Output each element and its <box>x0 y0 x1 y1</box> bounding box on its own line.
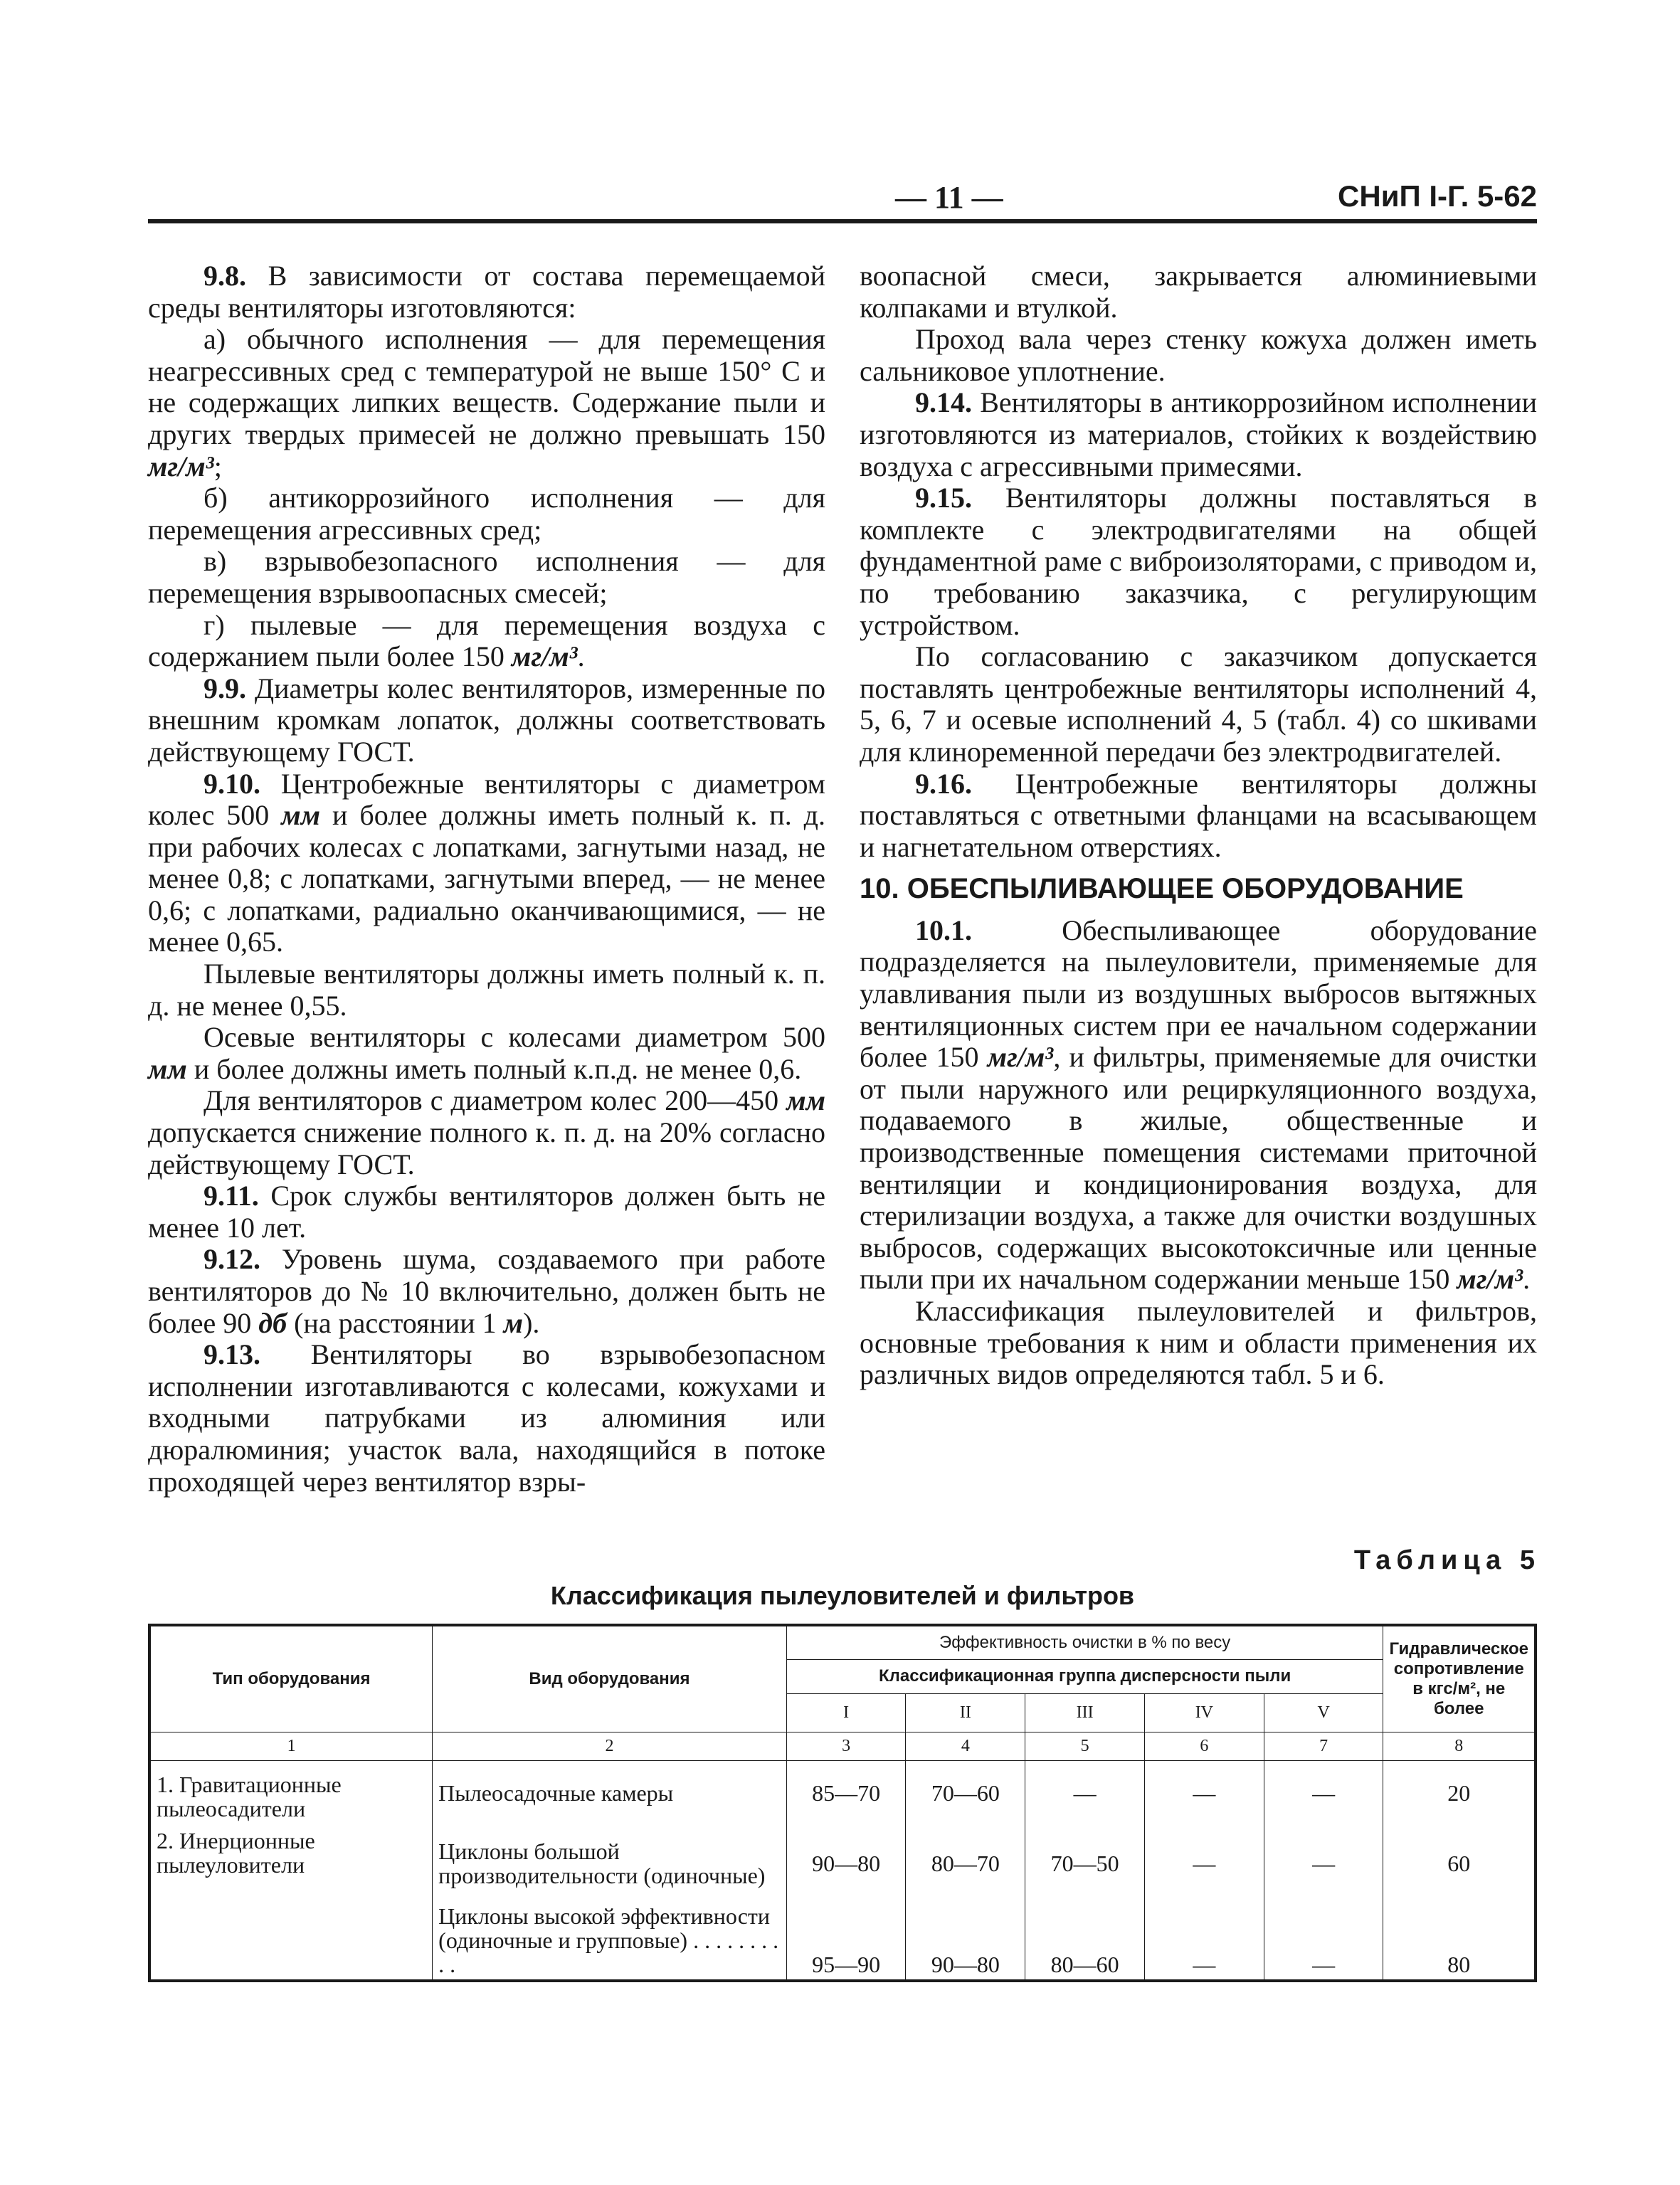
row-kind: Циклоны большой производительности (одиночные) <box>433 1826 787 1901</box>
right-column <box>860 260 1537 1391</box>
header-group-v: V <box>1264 1693 1383 1732</box>
paragraph-10-1: 10.1. Обеспыливающее оборудование подразделяется на пылеуловители, применяемые для улавливания пыли из воздушных выбросов вытяжных вентиляционных систем при ее начальном содержании более 150 мг/м³, и фильтры, применяемые для очистки от пыли наружного или рециркуляционного воздуха, подаваемого в жилые, общественные и производственные помещения системами приточной вентиляции и кондиционирования воздуха, для стерилизации воздуха, а также для очистки воздушных выбросов, содержащих высокотоксичные или ценные пыли при их начальном содержании меньше 150 мг/м³. <box>860 914 1538 1296</box>
row-value: — <box>1264 1901 1383 1981</box>
paragraph-9-8-a: а) обычного исполнения — для перемещения неагрессивных сред с температурой не выше 150° С и не содержащих липких веществ. Содержание пыли и других твердых примесей не должно превышать 150 мг/м³; <box>148 323 825 482</box>
header-efficiency: Эффективность очистки в % по весу <box>786 1625 1383 1659</box>
section-heading: 10. ОБЕСПЫЛИВАЮЩЕЕ ОБОРУДОВАНИЕ <box>860 873 1464 905</box>
row-value: 80—70 <box>906 1826 1025 1901</box>
row-type <box>149 1901 433 1981</box>
row-resistance: 60 <box>1383 1826 1536 1901</box>
row-value: — <box>1264 1760 1383 1826</box>
table-title: Классификация пылеуловителей и фильтров <box>550 1581 1135 1610</box>
header-rule <box>148 219 1537 223</box>
paragraph-9-13: 9.13. Вентиляторы во взрывобезопасном исполнении изготавливаются с колесами, кожухами и входными патрубками из алюминия или дюралюминия; участок вала, находящийся в потоке проходящей через вентилятор взры- <box>148 1338 825 1498</box>
row-value: — <box>1264 1826 1383 1901</box>
header-kind: Вид оборудования <box>433 1625 787 1732</box>
paragraph-9-8-b: б) антикоррозийного исполнения — для перемещения агрессивных сред; <box>148 482 825 546</box>
column-numbers-row <box>149 1732 1536 1760</box>
table-row <box>149 1760 1536 1826</box>
paragraph-9-14: 9.14. Вентиляторы в антикоррозийном исполнении изготовляются из материалов, стойких к воздействию воздуха с агрессивными примесями. <box>860 386 1537 482</box>
paragraph-9-16: 9.16. Центробежные вентиляторы должны поставляться с ответными фланцами на всасывающем и нагнетательном отверстиях. <box>860 767 1537 863</box>
paragraph-9-10-c: Осевые вентиляторы с колесами диаметром 500 мм и более должны иметь полный к.п.д. не менее 0,6. <box>148 1021 825 1085</box>
page-number: — 11 — <box>895 180 1003 215</box>
paragraph-9-8-d: г) пылевые — для перемещения воздуха с содержанием пыли более 150 мг/м³. <box>148 608 825 673</box>
paragraph-9-9: 9.9. Диаметры колес вентиляторов, измеренные по внешним кромкам лопаток, должны соответствовать действующему ГОСТ. <box>148 672 825 768</box>
page-header <box>148 179 1537 222</box>
row-value: — <box>1144 1901 1264 1981</box>
row-value: 85—70 <box>786 1760 906 1826</box>
paragraph-9-15: 9.15. Вентиляторы должны поставляться в комплекте с электродвигателями на общей фундаментной раме с виброизоляторами, с приводом и, по требованию заказчика, с регулирующим устройством. <box>860 482 1537 641</box>
paragraph-9-13-cont: воопасной смеси, закрывается алюминиевыми колпаками и втулкой. <box>860 260 1537 324</box>
header-group-iv: IV <box>1144 1693 1264 1732</box>
row-type: 2. Инерционные пылеуловители <box>149 1826 433 1901</box>
col-num: 5 <box>1025 1732 1145 1760</box>
row-value: 70—50 <box>1025 1826 1145 1901</box>
header-group: Классификационная группа дисперсности пыли <box>786 1659 1383 1693</box>
col-num: 4 <box>906 1732 1025 1760</box>
row-value: — <box>1144 1760 1264 1826</box>
header-type: Тип оборудования <box>149 1625 433 1732</box>
paragraph-10-1-b: Классификация пылеуловителей и фильтров, основные требования к ним и области применения их различных видов определяются табл. 5 и 6. <box>860 1295 1537 1391</box>
col-num: 1 <box>149 1732 433 1760</box>
row-kind: Пылеосадочные камеры <box>433 1760 787 1826</box>
paragraph-9-11: 9.11. Срок службы вентиляторов должен быть не менее 10 лет. <box>148 1180 825 1244</box>
row-value: — <box>1144 1826 1264 1901</box>
row-type: 1. Гравитационные пылеосадители <box>149 1760 433 1826</box>
row-resistance: 80 <box>1383 1901 1536 1981</box>
paragraph-9-13-b: Проход вала через стенку кожуха должен иметь сальниковое уплотнение. <box>860 323 1537 387</box>
col-num: 8 <box>1383 1732 1536 1760</box>
row-value: 70—60 <box>906 1760 1025 1826</box>
col-num: 3 <box>786 1732 906 1760</box>
paragraph-9-10: 9.10. Центробежные вентиляторы с диаметром колес 500 мм и более должны иметь полный к. п. д. при рабочих колесах с лопатками, загнутыми назад, не менее 0,8; с лопатками, загнутыми вперед, — не менее 0,6; с лопатками, радиально оканчивающимися, — не менее 0,65. <box>148 767 825 958</box>
col-num: 2 <box>433 1732 787 1760</box>
row-value: 90—80 <box>906 1901 1025 1981</box>
header-resistance: Гидравлическое сопротивление в кгс/м², не более <box>1383 1625 1536 1732</box>
paragraph-9-10-b: Пылевые вентиляторы должны иметь полный к. п. д. не менее 0,55. <box>148 958 825 1022</box>
paragraph-9-15-b: По согласованию с заказчиком допускается поставлять центробежные вентиляторы исполнений 4, 5, 6, 7 и осевые исполнений 4, 5 (табл. 4) со шкивами для клиноременной передачи без электродвигателей. <box>860 640 1537 768</box>
row-value: 80—60 <box>1025 1901 1145 1981</box>
row-kind: Циклоны высокой эффективности (одиночные и групповые) . . . . . . . . . . <box>433 1901 787 1981</box>
row-value: 95—90 <box>786 1901 906 1981</box>
table-label: Таблица 5 <box>1353 1545 1541 1575</box>
header-group-i: I <box>786 1693 906 1732</box>
left-column <box>148 260 825 1498</box>
document-code: СНиП I-Г. 5-62 <box>1338 179 1537 213</box>
classification-table <box>148 1624 1537 1982</box>
table-row <box>149 1826 1536 1901</box>
table-row <box>149 1901 1536 1981</box>
paragraph-9-8-c: в) взрывобезопасного исполнения — для перемещения взрывоопасных смесей; <box>148 545 825 609</box>
col-num: 6 <box>1144 1732 1264 1760</box>
header-group-iii: III <box>1025 1693 1145 1732</box>
col-num: 7 <box>1264 1732 1383 1760</box>
header-group-ii: II <box>906 1693 1025 1732</box>
row-value: — <box>1025 1760 1145 1826</box>
paragraph-9-8: 9.8. В зависимости от состава перемещаемой среды вентиляторы изготовляются: <box>148 260 825 324</box>
paragraph-9-10-d: Для вентиляторов с диаметром колес 200—450 мм допускается снижение полного к. п. д. на 20% согласно действующему ГОСТ. <box>148 1084 825 1180</box>
row-resistance: 20 <box>1383 1760 1536 1826</box>
paragraph-9-12: 9.12. Уровень шума, создаваемого при работе вентиляторов до № 10 включительно, должен быть не более 90 дб (на расстоянии 1 м). <box>148 1243 825 1339</box>
row-value: 90—80 <box>786 1826 906 1901</box>
